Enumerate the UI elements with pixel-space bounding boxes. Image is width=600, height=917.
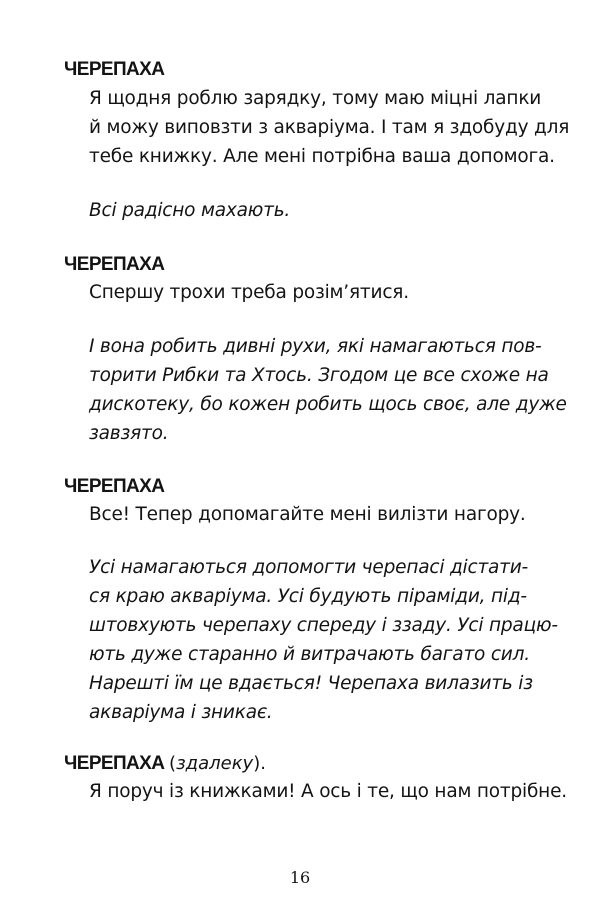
stage-direction-line: Нарешті їм це вдається! Черепаха вилазить із — [89, 673, 533, 694]
stage-direction-line: ся краю акваріума. Усі будують піраміди, під- — [89, 586, 527, 607]
dialogue-line: Все! Тепер допомагайте мені вилізти нагору. — [89, 504, 526, 525]
page-number: 16 — [289, 868, 311, 887]
dialogue-line: Я поруч із книжками! А ось і те, що нам потрібне. — [89, 781, 567, 802]
stage-direction-line: акваріума і зникає. — [89, 702, 273, 723]
speaker-name: ЧЕРЕПАХА — [64, 59, 165, 80]
stage-direction-line: дискотеку, бо кожен робить щось своє, але дуже — [89, 394, 567, 415]
speaker-name: ЧЕРЕПАХА — [64, 254, 165, 275]
stage-direction-line: І вона робить дивні рухи, які намагаються пов- — [89, 336, 542, 357]
stage-direction-line: штовхують черепаху спереду і ззаду. Усі працю- — [89, 615, 558, 636]
stage-direction-line: ють дуже старанно й витрачають багато сил. — [89, 644, 530, 665]
dialogue-line: Я щодня роблю зарядку, тому маю міцні лапки — [89, 88, 542, 109]
speaker-note: (здалеку). — [169, 753, 266, 774]
speaker-name: ЧЕРЕПАХА — [64, 753, 165, 774]
dialogue-line: тебе книжку. Але мені потрібна ваша допомога. — [89, 146, 555, 167]
stage-direction-line: Усі намагаються допомогти черепасі дістати- — [89, 557, 529, 578]
stage-direction-line: завзято. — [89, 423, 169, 444]
speaker-name: ЧЕРЕПАХА — [64, 476, 165, 497]
stage-direction-line: торити Рибки та Хтось. Згодом це все схоже на — [89, 365, 549, 386]
stage-direction-line: Всі радісно махають. — [89, 200, 291, 221]
dialogue-line: й можу виповзти з акваріума. І там я здобуду для — [89, 117, 570, 138]
dialogue-line: Спершу трохи треба розім’ятися. — [89, 282, 409, 303]
speaker-heading — [64, 752, 266, 776]
